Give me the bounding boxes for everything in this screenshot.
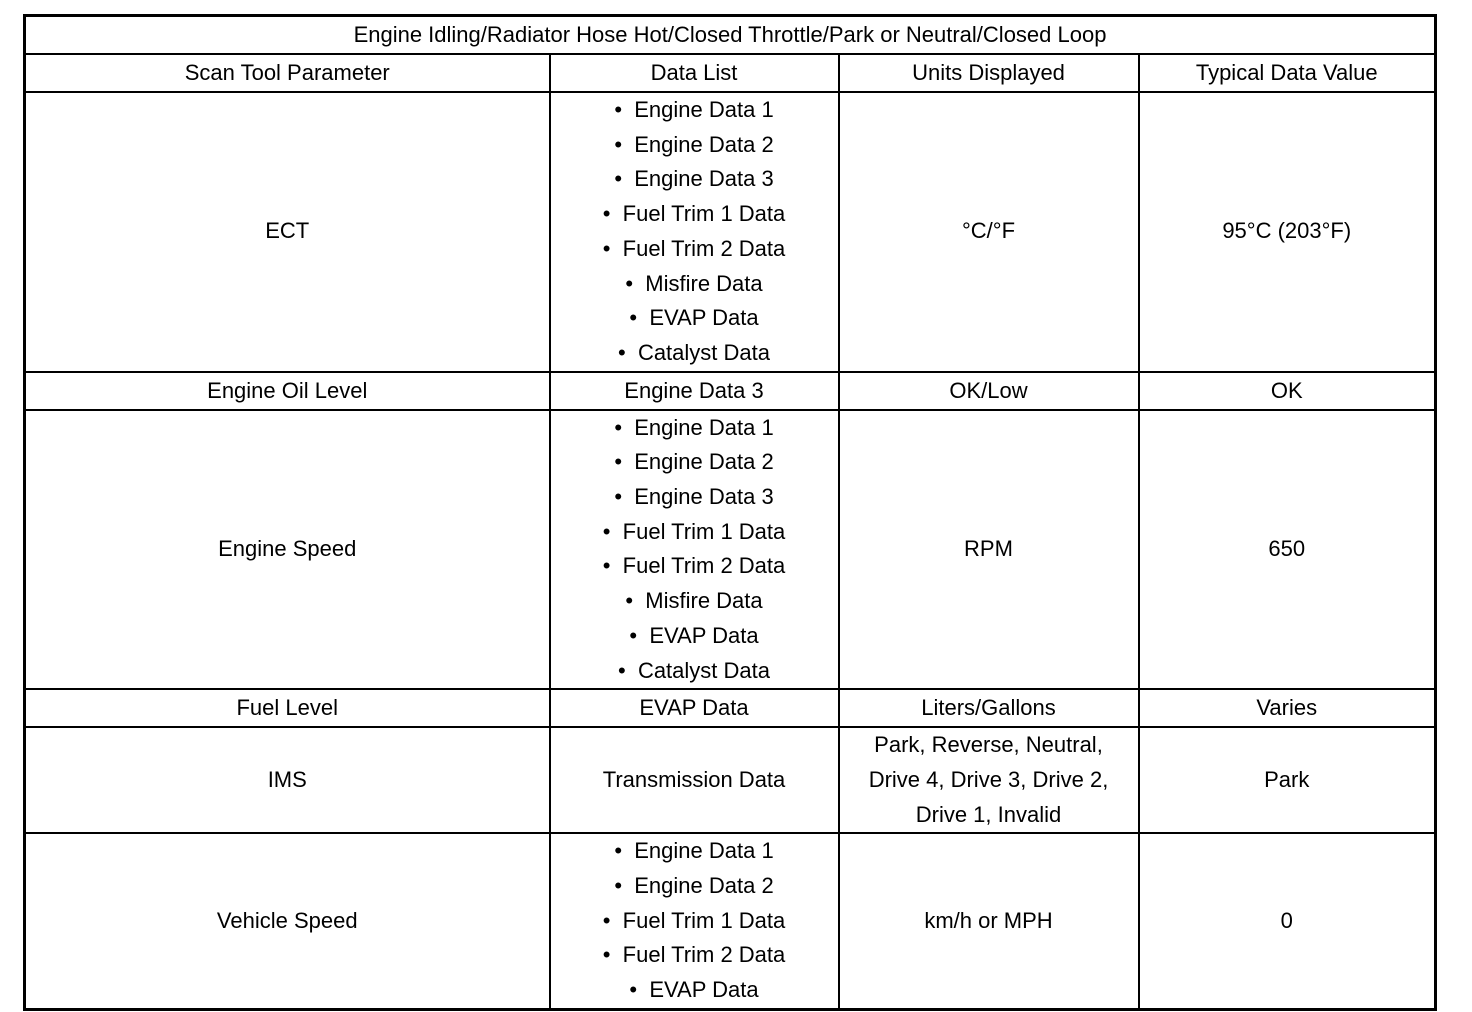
units-cell: km/h or MPH [839,833,1139,1009]
data-list-item: • EVAP Data [551,619,838,654]
parameter-cell: ECT [25,92,550,372]
data-list-cell: Engine Data 3 [550,372,839,410]
units-line: Drive 4, Drive 3, Drive 2, [868,766,1109,792]
data-list-item: • Misfire Data [551,267,838,302]
data-list-item: • Fuel Trim 2 Data [551,232,838,267]
parameter-cell: Engine Oil Level [25,372,550,410]
column-header-parameter: Scan Tool Parameter [25,54,550,92]
data-list-cell [550,92,839,372]
table-row [25,92,1436,372]
table-row [25,689,1436,727]
column-header-typical-value: Typical Data Value [1139,54,1436,92]
data-list-item: • Engine Data 1 [551,834,838,869]
data-list-item: • EVAP Data [551,973,838,1008]
data-list-item: • Engine Data 2 [551,128,838,163]
data-list-item: • Catalyst Data [551,336,838,371]
units-line: Drive 1, Invalid [915,801,1062,827]
scan-tool-data-table [23,14,1437,1011]
data-list-item: • Engine Data 3 [551,480,838,515]
data-list-cell [550,410,839,690]
table-row [25,833,1436,1009]
data-list-item: • Engine Data 2 [551,869,838,904]
data-list-item: • Misfire Data [551,584,838,619]
column-header-data-list: Data List [550,54,839,92]
data-list-item: • Fuel Trim 1 Data [551,197,838,232]
table-row [25,727,1436,833]
parameter-cell: IMS [25,727,550,833]
units-cell: RPM [839,410,1139,690]
data-list-item: • EVAP Data [551,301,838,336]
data-list-cell: Transmission Data [550,727,839,833]
data-list-item: • Fuel Trim 2 Data [551,938,838,973]
data-list-item: • Fuel Trim 1 Data [551,515,838,550]
data-list-item: • Catalyst Data [551,654,838,689]
data-list-item: • Engine Data 2 [551,445,838,480]
column-header-units: Units Displayed [839,54,1139,92]
table-row [25,372,1436,410]
typical-value-cell: OK [1139,372,1436,410]
table-title: Engine Idling/Radiator Hose Hot/Closed Throttle/Park or Neutral/Closed Loop [25,16,1436,55]
typical-value-cell: 650 [1139,410,1436,690]
table-row [25,410,1436,690]
parameter-cell: Vehicle Speed [25,833,550,1009]
units-cell: OK/Low [839,372,1139,410]
units-line: Park, Reverse, Neutral, [874,732,1103,758]
parameter-cell: Engine Speed [25,410,550,690]
typical-value-cell: Varies [1139,689,1436,727]
typical-value-cell: 95°C (203°F) [1139,92,1436,372]
units-cell [839,727,1139,833]
parameter-cell: Fuel Level [25,689,550,727]
units-cell: °C/°F [839,92,1139,372]
data-list-item: • Engine Data 1 [551,93,838,128]
typical-value-cell: 0 [1139,833,1436,1009]
data-list-cell: EVAP Data [550,689,839,727]
data-list-item: • Engine Data 1 [551,411,838,446]
data-list-item: • Engine Data 3 [551,162,838,197]
typical-value-cell: Park [1139,727,1436,833]
units-cell: Liters/Gallons [839,689,1139,727]
data-list-item: • Fuel Trim 2 Data [551,549,838,584]
data-list-cell [550,833,839,1009]
data-list-item: • Fuel Trim 1 Data [551,904,838,939]
